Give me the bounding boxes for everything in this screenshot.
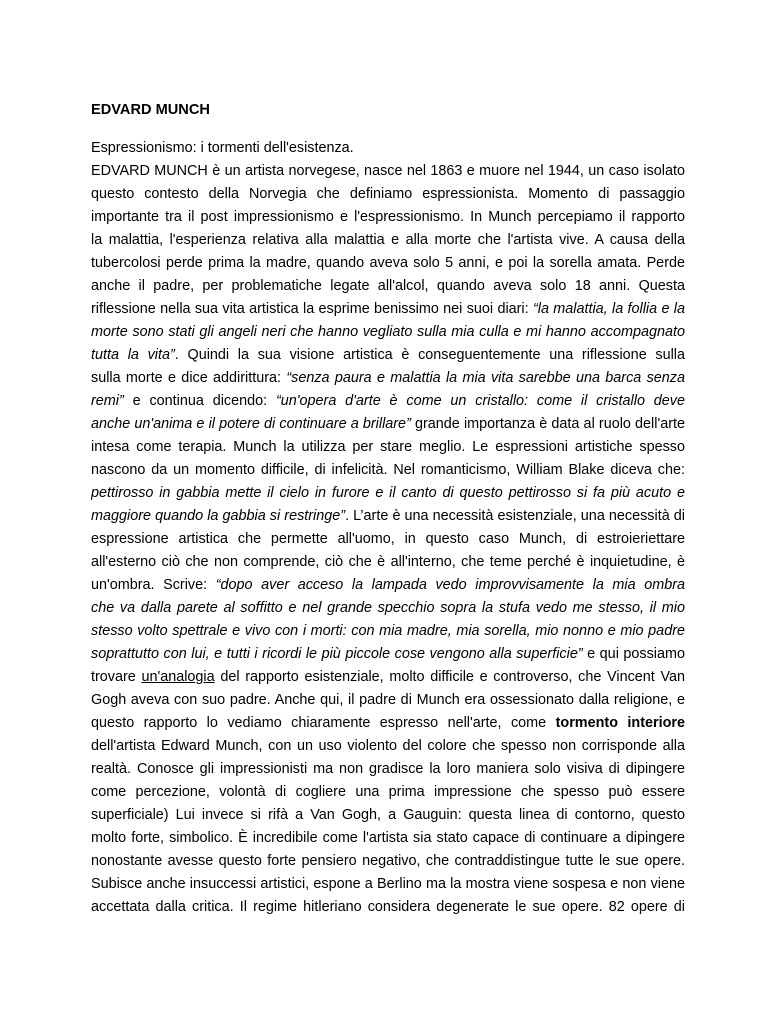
- text-segment: dell'artista Edward Munch, con un uso violento del colore che spesso non corrisponde alla: [91, 738, 685, 754]
- text-line: [91, 528, 685, 551]
- bold-text: tormento interiore: [555, 715, 685, 731]
- quote-text: “senza paura e malattia la mia vita sarebbe una barca senza: [286, 370, 685, 386]
- text-line: [91, 666, 685, 689]
- text-segment: Subisce anche insuccessi artistici, espone a Berlino ma la mostra viene sospesa e non viene: [91, 876, 685, 892]
- text-segment: realtà. Conosce gli impressionisti ma non gradisce la loro maniera solo visiva di dipingere: [91, 761, 685, 777]
- quote-text: “un'opera d'arte è come un cristallo: come il cristallo deve: [275, 393, 685, 409]
- text-line: [91, 827, 685, 850]
- text-segment: trovare: [91, 669, 142, 685]
- quote-text: “dopo aver acceso la lampada vedo improvvisamente la mia ombra: [215, 577, 685, 593]
- text-line: [91, 620, 685, 643]
- text-line: [91, 206, 685, 229]
- text-line: [91, 390, 685, 413]
- text-segment: Espressionismo: i tormenti dell'esistenza.: [91, 140, 354, 156]
- text-line: [91, 712, 685, 735]
- text-segment: anche il padre, per problematiche legate all'alcol, quando aveva solo 18 anni. Questa: [91, 278, 685, 294]
- text-line: [91, 597, 685, 620]
- text-line: [91, 252, 685, 275]
- text-line: [91, 298, 685, 321]
- text-line: [91, 137, 685, 160]
- text-line: [91, 160, 685, 183]
- quote-text: tutta la vita”: [91, 347, 175, 363]
- text-line: [91, 482, 685, 505]
- text-segment: all'esterno ciò che non comprende, ciò che è all'interno, che teme perché è inquietudine, è: [91, 554, 685, 570]
- text-line: [91, 321, 685, 344]
- quote-text: stesso volto spettrale e vivo con i morti: con mia madre, mia sorella, mio nonno e mio padre: [91, 623, 685, 639]
- text-segment: e continua dicendo:: [123, 393, 276, 409]
- quote-text: anche un'anima e il potere di continuare a brillare”: [91, 416, 411, 432]
- text-line: [91, 275, 685, 298]
- text-line: [91, 574, 685, 597]
- text-segment: importante tra il post impressionismo e l'espressionismo. In Munch percepiamo il rapporto: [91, 209, 685, 225]
- underlined-text: un'analogia: [141, 669, 215, 685]
- text-line: [91, 781, 685, 804]
- text-line: [91, 804, 685, 827]
- quote-text: pettirosso in gabbia mette il cielo in furore e il canto di questo pettirosso si fa più acuto e: [91, 485, 685, 501]
- text-segment: riflessione nella sua vita artistica la esprime benissimo nei suoi diari:: [91, 301, 533, 317]
- text-line: [91, 735, 685, 758]
- quote-text: che va dalla parete al soffitto e nel grande specchio sopra la stufa vedo me stesso, il mio: [91, 600, 685, 616]
- quote-text: soprattutto con lui, e tutti i ricordi le più piccole cose vengono alla superficie”: [91, 646, 583, 662]
- text-segment: sulla morte e dice addirittura:: [91, 370, 287, 386]
- text-segment: questo rapporto lo vediamo chiaramente espresso nell'arte, come: [91, 715, 556, 731]
- quote-text: “la malattia, la follia e la: [532, 301, 685, 317]
- text-line: [91, 183, 685, 206]
- document-body: [91, 137, 685, 919]
- text-segment: e qui possiamo: [582, 646, 685, 662]
- text-segment: questo contesto della Norvegia che definiamo espressionista. Momento di passaggio: [91, 186, 685, 202]
- text-segment: nascono da un momento difficile, di infelicità. Nel romanticismo, William Blake diceva che:: [91, 462, 685, 478]
- text-line: [91, 505, 685, 528]
- text-segment: intesa come terapia. Munch la utilizza per stare meglio. Le espressioni artistiche spesso: [91, 439, 685, 455]
- text-segment: grande importanza è data al ruolo dell'arte: [410, 416, 685, 432]
- text-line: [91, 850, 685, 873]
- text-line: [91, 413, 685, 436]
- text-line: [91, 643, 685, 666]
- text-line: [91, 689, 685, 712]
- text-line: [91, 367, 685, 390]
- text-line: [91, 229, 685, 252]
- text-line: [91, 551, 685, 574]
- text-segment: tubercolosi perde prima la madre, quando aveva solo 5 anni, e poi la sorella amata. Perde: [91, 255, 685, 271]
- text-segment: la malattia, l'esperienza relativa alla malattia e alla morte che l'artista vive. A causa della: [91, 232, 685, 248]
- text-line: [91, 896, 685, 919]
- quote-text: maggiore quando la gabbia si restringe”: [91, 508, 346, 524]
- quote-text: remi”: [91, 393, 124, 409]
- text-line: [91, 873, 685, 896]
- document-title: EDVARD MUNCH: [91, 102, 210, 118]
- text-segment: espressione artistica che permette all'uomo, in questo caso Munch, di estroieriettare: [91, 531, 685, 547]
- text-segment: EDVARD MUNCH è un artista norvegese, nasce nel 1863 e muore nel 1944, un caso isolato: [91, 163, 685, 179]
- text-segment: del rapporto esistenziale, molto difficile e controverso, che Vincent Van: [214, 669, 685, 685]
- text-line: [91, 436, 685, 459]
- text-segment: . L’arte è una necessità esistenziale, una necessità di: [345, 508, 685, 524]
- text-segment: nonostante avesse questo forte pensiero negativo, che contraddistingue tutte le sue opere.: [91, 853, 685, 869]
- text-line: [91, 344, 685, 367]
- text-segment: molto forte, simbolico. È incredibile come l'artista sia stato capace di continuare a dipingere: [91, 830, 685, 846]
- text-segment: un'ombra. Scrive:: [91, 577, 216, 593]
- text-segment: come percezione, volontà di cogliere una prima impressione che spesso può essere: [91, 784, 685, 800]
- quote-text: morte sono stati gli angeli neri che hanno vegliato sulla mia culla e mi hanno accompagnato: [91, 324, 685, 340]
- text-segment: accettata dalla critica. Il regime hitleriano considera degenerate le sue opere. 82 opere di: [91, 899, 685, 915]
- text-segment: Gogh aveva con suo padre. Anche qui, il padre di Munch era ossessionato dalla religione, e: [91, 692, 685, 708]
- text-segment: superficiale) Lui invece si rifà a Van Gogh, a Gauguin: questa linea di contorno, questo: [91, 807, 685, 823]
- text-line: [91, 758, 685, 781]
- text-line: [91, 459, 685, 482]
- text-segment: . Quindi la sua visione artistica è conseguentemente una riflessione sulla: [174, 347, 685, 363]
